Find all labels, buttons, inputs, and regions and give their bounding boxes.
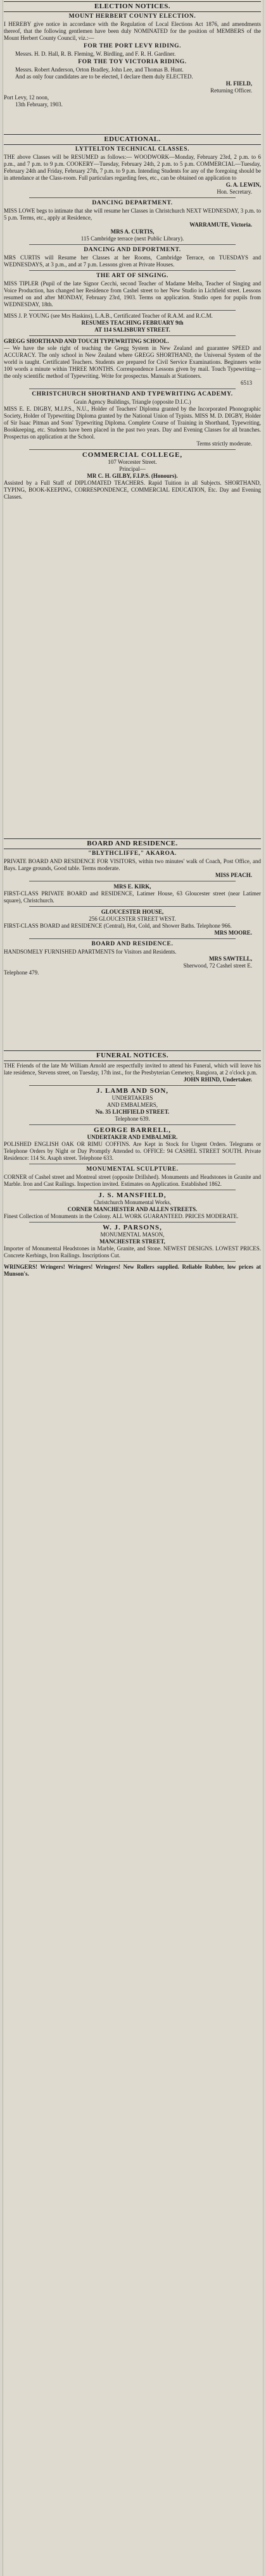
notice-line: AND EMBALMERS, xyxy=(106,1102,158,1108)
signatory-title: Returning Officer. xyxy=(210,87,252,94)
notice-body: MRS CURTIS will Resume her Classes at her Rooms, Cambridge Terrace, on TUESDAYS and WEDNESDAYS, at 3 p.m., and at 7 p.m. Lessons given at Private Houses. xyxy=(4,254,261,268)
notice-title: DANCING DEPARTMENT. xyxy=(92,200,173,206)
riding-names: Messrs. Robert Anderson, Orton Bradley, John Lee, and Thomas B. Hunt. xyxy=(15,66,184,73)
notice-place: Port Levy, 12 noon, xyxy=(4,94,49,101)
notice-name: MR C. H. GILBY, F.I.P.S. (Honours). xyxy=(87,473,178,479)
notice-number: 6513 xyxy=(241,380,252,386)
divider xyxy=(29,1124,236,1125)
notice-title: GREGG SHORTHAND AND TOUCH TYPEWRITING SCHOOL. xyxy=(4,338,169,344)
notice-body: CORNER of Cashel street and Montreal street (opposite Drillshed). Monuments and Headstones in Granite and Marble. Iron and Cast Railings. Inspection invited. Estimates on Application. Established 1862. xyxy=(4,1174,261,1187)
notice-address: 115 Cambridge terrace (next Public Library). xyxy=(80,235,184,242)
notice-address: CORNER MANCHESTER AND ALLEN STREETS. xyxy=(67,1206,198,1212)
educational-section xyxy=(4,134,261,501)
signatory-name: MISS PEACH. xyxy=(215,872,252,878)
section-heading: BOARD AND RESIDENCE. xyxy=(4,838,261,849)
divider xyxy=(29,1261,236,1262)
notice-title: COMMERCIAL COLLEGE, xyxy=(82,451,183,459)
notice-title: W. J. PARSONS, xyxy=(103,1224,162,1231)
notice-title: J. S. MANSFIELD, xyxy=(98,1192,167,1199)
notice-body: MISS J. P. YOUNG (see Mrs Haskins), L.A.B., Certificated Teacher of R.A.M. and R.C.M. xyxy=(4,313,213,319)
election-result: And as only four candidates are to be elected, I declare them duly ELECTED. xyxy=(15,73,193,80)
election-notices xyxy=(4,1,261,108)
notice-body: Finest Collection of Monuments in the Colony. ALL WORK GUARANTEED. PRICES MODERATE. xyxy=(4,1213,239,1219)
notice-title: MONUMENTAL SCULPTURE. xyxy=(86,1166,179,1173)
notice-title: CHRISTCHURCH SHORTHAND AND TYPEWRITING ACADEMY. xyxy=(32,391,233,397)
notice-body: THE Friends of the late Mr William Arnold are respectfully invited to attend his Funeral, which will leave his late residence, Stevens street, on Tuesday, 17th inst., for the Presbyterian Cemetery, Rangiora, at 2 o'clock p.m. xyxy=(4,1062,261,1076)
notice-body: HANDSOMELY FURNISHED APARTMENTS for Visitors and Residents. xyxy=(4,949,177,955)
newspaper-page xyxy=(3,0,263,2576)
notice-body: POLISHED ENGLISH OAK OR RIMU COFFINS. Are Kept in Stock for Urgent Orders. Telegrams or Telephone Orders by Night or Day Promptly Attended to. OFFICE: 94 CASHEL STREET SOUTH. Private Residence: 114 St. Asaph street. Telephone 633. xyxy=(4,1141,261,1161)
divider xyxy=(29,270,236,271)
notice-date: 13th February, 1903. xyxy=(15,101,63,108)
notice-title: MOUNT HERBERT COUNTY ELECTION. xyxy=(68,13,196,20)
notice-body: THE above Classes will be RESUMED as follows:— WOODWORK—Monday, February 23rd, 2 p.m. to 6 p.m., and 7 p.m. to 9 p.m. COOKERY—Tuesday, February 24th, 2 p.m. to 5 p.m. COMMERCIAL—Tuesday, February 24th and Friday, February 27th, 7 p.m. to 9 p.m. Intending Students for any of the foregoing should be in attendance at the Class-room. Full particulars regarding fees, etc., can be obtained on application to xyxy=(4,154,261,181)
notice-address: No. 35 LICHFIELD STREET. xyxy=(95,1109,170,1115)
notice-body: MISS TIPLER (Pupil of the late Signor Cecchi, second Teacher of Madame Melba, Teacher of Singing and Voice Production, has changed her Residence from Cashel street to her New Studio in Lichfield street. Lessons resumed on and after MONDAY, February 23rd, 1903. Terms on application. Studio open for pupils from WEDNESDAY, 18th. xyxy=(4,280,261,308)
notice-address: MANCHESTER STREET, xyxy=(99,1238,165,1245)
notice-body: MISS E. E. DIGBY, M.I.P.S., N.U., Holder of Teachers' Diploma granted by the Incorporated Phonographic Society, Holder of Typewriting Diploma granted by the National Union of Typists. MISS M. D. DIGBY, Holder of Sir Isaac Pitman and Sons' Typewriting Diploma. Complete Course of Training in Shorthand, Typewriting, Bookkeeping, etc. Students have been placed in the past two years. Day and Evening Classes for all branches. Prospectus on application at the School. xyxy=(4,406,261,440)
notice-footer: Terms strictly moderate. xyxy=(196,440,252,447)
signatory-name: MRS MOORE. xyxy=(214,930,252,936)
notice-body: PRIVATE BOARD AND RESIDENCE FOR VISITORS, within two minutes' walk of Coach, Post Office, and Bays. Large grounds, Good table. Terms moderate. xyxy=(4,858,261,871)
notice-body: FIRST-CLASS BOARD and RESIDENCE (Central), Hot, Cold, and Shower Baths. Telephone 966. xyxy=(4,923,232,929)
divider xyxy=(29,310,236,311)
notice-name: MRS E. KIRK, xyxy=(113,883,151,890)
notice-telephone: Telephone 479. xyxy=(4,969,39,976)
notice-emphasis: RESUMES TEACHING FEBRUARY 9th xyxy=(81,320,184,326)
notice-address: 256 GLOUCESTER STREET WEST. xyxy=(89,916,176,922)
divider xyxy=(29,1222,236,1223)
section-heading: ELECTION NOTICES. xyxy=(4,1,261,12)
section-heading: EDUCATIONAL. xyxy=(4,134,261,145)
signatory-name: MRS SAWTELL, xyxy=(208,955,252,962)
divider xyxy=(29,906,236,907)
divider xyxy=(29,1085,236,1086)
notice-body: Assisted by a Full Staff of DIPLOMATED TEACHERS. Rapid Tuition in all Subjects. SHORTHAND, TYPING, BOOK-KEEPING, CORRESPONDENCE, COMMERCIAL EDUCATION, Etc. Day and Evening Classes. xyxy=(4,480,261,500)
notice-body: Importer of Monumental Headstones in Marble, Granite, and Stone. NEWEST DESIGNS. LOWEST PRICES. Concrete Kerbings, Iron Railings. Inscriptions Cut. xyxy=(4,1245,261,1259)
divider xyxy=(29,449,236,450)
riding-title: FOR THE PORT LEVY RIDING. xyxy=(83,43,182,49)
notice-title: LYTTELTON TECHNICAL CLASSES. xyxy=(75,146,190,152)
notice-address: AT 114 SALISBURY STREET. xyxy=(94,327,170,333)
notice-title: THE ART OF SINGING. xyxy=(96,273,168,279)
signatory-title: Hon. Secretary. xyxy=(217,189,252,195)
divider xyxy=(29,197,236,198)
notice-title: BOARD AND RESIDENCE. xyxy=(91,941,174,947)
notice-address: WARRAMUTE, Victoria. xyxy=(189,221,252,228)
notice-title: J. LAMB AND SON, xyxy=(96,1087,169,1095)
notice-title: DANCING AND DEPORTMENT. xyxy=(84,247,181,253)
notice-line: UNDERTAKER AND EMBALMER. xyxy=(87,1134,178,1140)
notice-line: Christchurch Monumental Works, xyxy=(93,1199,172,1205)
notice-name: MRS A. CURTIS, xyxy=(110,228,155,235)
notice-body: — We have the sole right of teaching the Gregg System in New Zealand and guarantee SPEED and ACCURACY. The only school in New Zealand where GREGG SHORTHAND, the Universal System of the world is taught. Certificated Teachers. Students are prepared for Civil Service Examinations. Beginners write 100 words a minute within THREE MONTHS. Correspondence Lessons given by mail. Touch Typewriting—the only scientific method of Typewriting. Write for prospectus. Manuals at Stationers. xyxy=(4,345,261,379)
board-section xyxy=(4,838,261,976)
notice-line: UNDERTAKERS xyxy=(111,1095,153,1101)
notice-address: Sherwood, 72 Cashel street E. xyxy=(183,962,252,969)
notice-line: MONUMENTAL MASON, xyxy=(100,1231,165,1238)
funeral-section xyxy=(4,1050,261,1278)
notice-body: WRINGERS! Wringers! Wringers! Wringers! New Rollers supplied. Reliable Rubber, low prices at Munson's. xyxy=(4,1264,261,1277)
notice-label: Principal— xyxy=(119,466,146,472)
notice-body: FIRST-CLASS PRIVATE BOARD and RESIDENCE, Latimer House, 63 Gloucester street (near Latimer square), Christchurch. xyxy=(4,890,261,904)
divider xyxy=(29,938,236,939)
divider xyxy=(29,335,236,336)
notice-body: I HEREBY give notice in accordance with the Regulation of Local Elections Act 1876, and amendments thereof, that the following gentlemen have been duly NOMINATED for the position of MEMBERS of the Mount Herbert County Council, viz.:— xyxy=(4,21,261,41)
notice-name: GLOUCESTER HOUSE, xyxy=(101,909,164,915)
signatory-name: G. A. LEWIN, xyxy=(225,182,261,188)
notice-title: "BLYTHCLIFFE," AKAROA. xyxy=(88,850,177,857)
signatory-name: JOHN RHIND, Undertaker. xyxy=(183,1076,252,1083)
signatory-name: H. FIELD, xyxy=(225,80,252,87)
riding-names: Messrs. H. D. Hall, R. B. Fleming, W. Birdling, and F. R. H. Gardiner. xyxy=(15,51,176,57)
notice-address: 107 Worcester Street. xyxy=(108,459,157,465)
section-heading: FUNERAL NOTICES. xyxy=(4,1050,261,1061)
notice-telephone: Telephone 639. xyxy=(115,1116,150,1122)
divider xyxy=(29,244,236,245)
notice-body: MISS LOWE begs to intimate that she will resume her Classes in Christchurch NEXT WEDNESDAY, 3 p.m. to 5 p.m. Terms, etc., apply at Residence, xyxy=(4,208,261,221)
notice-title: GEORGE BARRELL, xyxy=(94,1126,171,1134)
notice-address: Grain Agency Buildings, Triangle (opposite D.I.C.) xyxy=(73,399,191,405)
riding-title: FOR THE TOY VICTORIA RIDING. xyxy=(78,59,187,65)
